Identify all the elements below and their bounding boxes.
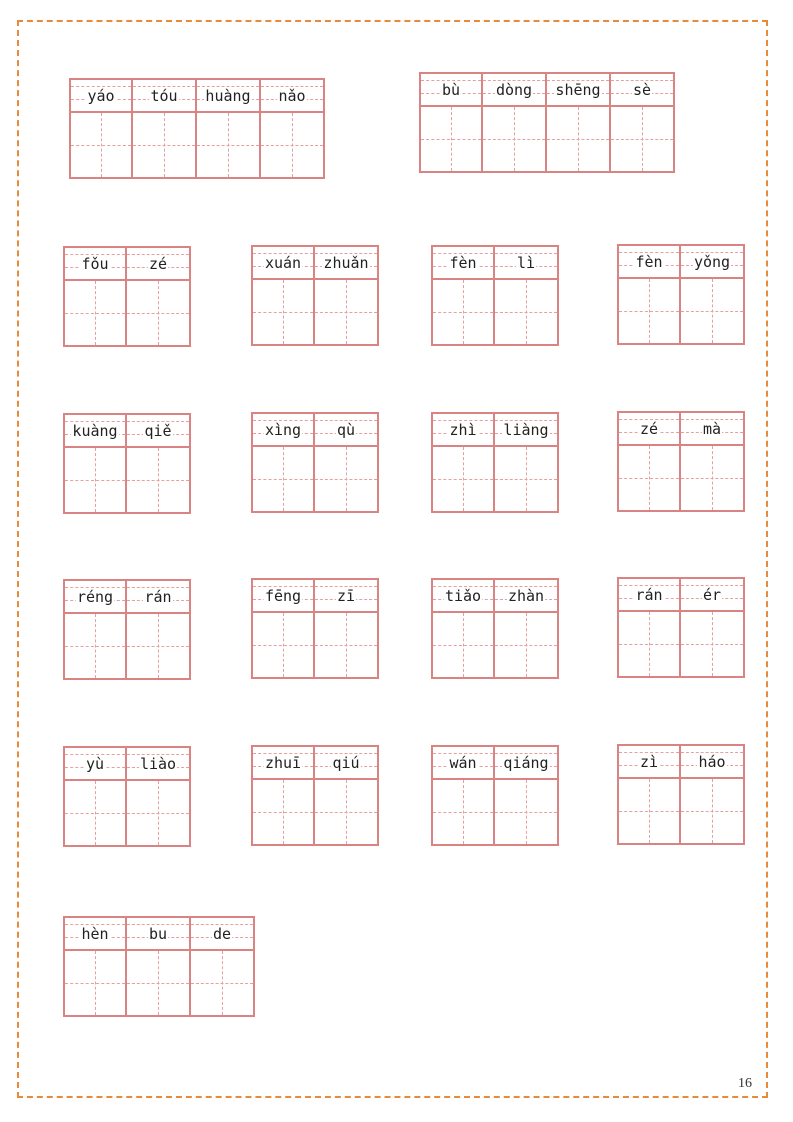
pinyin-word-box xyxy=(251,745,379,846)
tian-grid-writing-box[interactable] xyxy=(197,113,259,177)
character-cell xyxy=(419,72,483,173)
character-cell xyxy=(431,412,495,513)
pinyin-lines xyxy=(315,580,377,613)
tian-grid-writing-box[interactable] xyxy=(315,280,377,344)
tian-grid-writing-box[interactable] xyxy=(547,107,609,171)
character-cell xyxy=(495,578,559,679)
pinyin-syllable: qiě xyxy=(144,421,172,440)
pinyin-syllable: dòng xyxy=(495,80,533,99)
pinyin-word-box xyxy=(251,245,379,346)
tian-grid-writing-box[interactable] xyxy=(127,614,189,678)
pinyin-syllable: zhàn xyxy=(507,586,545,605)
pinyin-syllable: yù xyxy=(85,754,105,773)
tian-grid-writing-box[interactable] xyxy=(433,780,493,844)
character-cell xyxy=(315,245,379,346)
character-cell xyxy=(69,78,133,179)
pinyin-syllable: nǎo xyxy=(278,86,306,105)
character-cell xyxy=(197,78,261,179)
pinyin-syllable: xìng xyxy=(264,420,302,439)
page-number: 16 xyxy=(738,1076,752,1091)
pinyin-lines xyxy=(65,581,125,614)
pinyin-lines xyxy=(619,579,679,612)
character-cell xyxy=(127,246,191,347)
pinyin-lines xyxy=(421,74,481,107)
character-cell xyxy=(431,745,495,846)
pinyin-lines xyxy=(681,579,743,612)
pinyin-syllable: mà xyxy=(702,419,722,438)
pinyin-syllable: zhuǎn xyxy=(323,253,369,272)
tian-grid-writing-box[interactable] xyxy=(261,113,323,177)
pinyin-syllable: rán xyxy=(144,587,172,606)
tian-grid-writing-box[interactable] xyxy=(127,781,189,845)
pinyin-syllable: liàng xyxy=(503,420,549,439)
pinyin-lines xyxy=(619,413,679,446)
pinyin-lines xyxy=(619,246,679,279)
pinyin-syllable: lì xyxy=(516,253,536,272)
pinyin-lines xyxy=(547,74,609,107)
pinyin-lines xyxy=(315,747,377,780)
pinyin-word-box xyxy=(617,244,745,345)
character-cell xyxy=(681,411,745,512)
character-cell xyxy=(617,577,681,678)
character-cell xyxy=(63,916,127,1017)
character-cell xyxy=(261,78,325,179)
tian-grid-writing-box[interactable] xyxy=(681,612,743,676)
character-cell xyxy=(681,577,745,678)
tian-grid-writing-box[interactable] xyxy=(65,448,125,512)
character-cell xyxy=(63,413,127,514)
tian-grid-writing-box[interactable] xyxy=(495,613,557,677)
character-cell xyxy=(681,744,745,845)
pinyin-lines xyxy=(127,581,189,614)
tian-grid-writing-box[interactable] xyxy=(127,951,189,1015)
tian-grid-writing-box[interactable] xyxy=(495,447,557,511)
tian-grid-writing-box[interactable] xyxy=(495,780,557,844)
tian-grid-writing-box[interactable] xyxy=(433,447,493,511)
pinyin-word-box xyxy=(63,246,191,347)
character-cell xyxy=(251,412,315,513)
pinyin-lines xyxy=(681,413,743,446)
pinyin-syllable: de xyxy=(212,924,232,943)
tian-grid-writing-box[interactable] xyxy=(253,280,313,344)
pinyin-syllable: yáo xyxy=(87,86,115,105)
pinyin-syllable: qiáng xyxy=(503,753,549,772)
pinyin-syllable: qiú xyxy=(332,753,360,772)
pinyin-syllable: shēng xyxy=(555,80,601,99)
pinyin-word-box xyxy=(63,746,191,847)
pinyin-word-box xyxy=(63,916,255,1017)
character-cell xyxy=(133,78,197,179)
pinyin-syllable: zì xyxy=(639,752,659,771)
tian-grid-writing-box[interactable] xyxy=(133,113,195,177)
tian-grid-writing-box[interactable] xyxy=(315,613,377,677)
character-cell xyxy=(547,72,611,173)
tian-grid-writing-box[interactable] xyxy=(619,446,679,510)
character-cell xyxy=(617,244,681,345)
pinyin-syllable: fēng xyxy=(264,586,302,605)
pinyin-lines xyxy=(253,247,313,280)
pinyin-lines xyxy=(127,248,189,281)
tian-grid-writing-box[interactable] xyxy=(253,613,313,677)
pinyin-syllable: yǒng xyxy=(693,252,731,271)
character-cell xyxy=(127,916,191,1017)
character-cell xyxy=(127,746,191,847)
tian-grid-writing-box[interactable] xyxy=(65,614,125,678)
pinyin-syllable: rán xyxy=(635,585,663,604)
tian-grid-writing-box[interactable] xyxy=(127,448,189,512)
tian-grid-writing-box[interactable] xyxy=(65,951,125,1015)
pinyin-lines xyxy=(495,414,557,447)
pinyin-word-box xyxy=(69,78,325,179)
character-cell xyxy=(495,412,559,513)
pinyin-syllable: fèn xyxy=(635,252,663,271)
pinyin-lines xyxy=(127,748,189,781)
pinyin-syllable: bù xyxy=(441,80,461,99)
pinyin-word-box xyxy=(431,245,559,346)
pinyin-syllable: zī xyxy=(336,586,356,605)
tian-grid-writing-box[interactable] xyxy=(253,780,313,844)
pinyin-lines xyxy=(433,580,493,613)
tian-grid-writing-box[interactable] xyxy=(191,951,253,1015)
pinyin-lines xyxy=(495,747,557,780)
pinyin-lines xyxy=(681,246,743,279)
tian-grid-writing-box[interactable] xyxy=(681,446,743,510)
pinyin-lines xyxy=(495,580,557,613)
pinyin-syllable: fèn xyxy=(449,253,477,272)
character-cell xyxy=(191,916,255,1017)
tian-grid-writing-box[interactable] xyxy=(253,447,313,511)
pinyin-syllable: háo xyxy=(698,752,726,771)
character-cell xyxy=(611,72,675,173)
pinyin-syllable: fǒu xyxy=(81,254,109,273)
pinyin-lines xyxy=(253,747,313,780)
character-cell xyxy=(251,745,315,846)
tian-grid-writing-box[interactable] xyxy=(681,279,743,343)
pinyin-syllable: xuán xyxy=(264,253,302,272)
pinyin-lines xyxy=(433,747,493,780)
tian-grid-writing-box[interactable] xyxy=(433,280,493,344)
pinyin-lines xyxy=(65,248,125,281)
pinyin-lines xyxy=(483,74,545,107)
character-cell xyxy=(431,578,495,679)
pinyin-syllable: kuàng xyxy=(72,421,118,440)
pinyin-lines xyxy=(133,80,195,113)
pinyin-lines xyxy=(315,414,377,447)
pinyin-lines xyxy=(191,918,253,951)
pinyin-syllable: liào xyxy=(139,754,177,773)
pinyin-word-box xyxy=(63,413,191,514)
pinyin-syllable: ér xyxy=(702,585,722,604)
pinyin-syllable: tiǎo xyxy=(444,586,482,605)
pinyin-lines xyxy=(495,247,557,280)
character-cell xyxy=(617,744,681,845)
character-cell xyxy=(127,413,191,514)
pinyin-syllable: huàng xyxy=(205,86,251,105)
pinyin-syllable: hèn xyxy=(81,924,109,943)
tian-grid-writing-box[interactable] xyxy=(65,781,125,845)
character-cell xyxy=(431,245,495,346)
pinyin-word-box xyxy=(617,744,745,845)
pinyin-word-box xyxy=(251,578,379,679)
tian-grid-writing-box[interactable] xyxy=(681,779,743,843)
pinyin-lines xyxy=(315,247,377,280)
pinyin-syllable: réng xyxy=(76,587,114,606)
pinyin-lines xyxy=(253,414,313,447)
pinyin-syllable: zé xyxy=(639,419,659,438)
pinyin-lines xyxy=(681,746,743,779)
tian-grid-writing-box[interactable] xyxy=(71,113,131,177)
tian-grid-writing-box[interactable] xyxy=(495,280,557,344)
tian-grid-writing-box[interactable] xyxy=(315,780,377,844)
character-cell xyxy=(315,412,379,513)
tian-grid-writing-box[interactable] xyxy=(619,612,679,676)
character-cell xyxy=(617,411,681,512)
pinyin-word-box xyxy=(431,745,559,846)
pinyin-lines xyxy=(65,415,125,448)
pinyin-word-box xyxy=(431,578,559,679)
tian-grid-writing-box[interactable] xyxy=(611,107,673,171)
pinyin-word-box xyxy=(251,412,379,513)
character-cell xyxy=(315,578,379,679)
pinyin-syllable: bu xyxy=(148,924,168,943)
character-cell xyxy=(483,72,547,173)
pinyin-lines xyxy=(71,80,131,113)
tian-grid-writing-box[interactable] xyxy=(65,281,125,345)
character-cell xyxy=(495,745,559,846)
pinyin-lines xyxy=(611,74,673,107)
pinyin-word-box xyxy=(617,411,745,512)
pinyin-syllable: wán xyxy=(449,753,477,772)
pinyin-lines xyxy=(261,80,323,113)
character-cell xyxy=(251,578,315,679)
pinyin-word-box xyxy=(63,579,191,680)
character-cell xyxy=(63,246,127,347)
character-cell xyxy=(63,746,127,847)
tian-grid-writing-box[interactable] xyxy=(315,447,377,511)
pinyin-word-box xyxy=(617,577,745,678)
character-cell xyxy=(63,579,127,680)
tian-grid-writing-box[interactable] xyxy=(619,279,679,343)
pinyin-lines xyxy=(65,918,125,951)
pinyin-syllable: zé xyxy=(148,254,168,273)
pinyin-syllable: sè xyxy=(632,80,652,99)
pinyin-lines xyxy=(433,247,493,280)
pinyin-lines xyxy=(197,80,259,113)
character-cell xyxy=(251,245,315,346)
character-cell xyxy=(315,745,379,846)
pinyin-lines xyxy=(433,414,493,447)
pinyin-syllable: zhuī xyxy=(264,753,302,772)
tian-grid-writing-box[interactable] xyxy=(421,107,481,171)
pinyin-lines xyxy=(619,746,679,779)
tian-grid-writing-box[interactable] xyxy=(433,613,493,677)
tian-grid-writing-box[interactable] xyxy=(619,779,679,843)
pinyin-word-box xyxy=(419,72,675,173)
pinyin-lines xyxy=(65,748,125,781)
pinyin-lines xyxy=(127,918,189,951)
pinyin-lines xyxy=(253,580,313,613)
pinyin-word-box xyxy=(431,412,559,513)
pinyin-lines xyxy=(127,415,189,448)
tian-grid-writing-box[interactable] xyxy=(127,281,189,345)
tian-grid-writing-box[interactable] xyxy=(483,107,545,171)
character-cell xyxy=(495,245,559,346)
pinyin-syllable: zhì xyxy=(449,420,477,439)
character-cell xyxy=(681,244,745,345)
character-cell xyxy=(127,579,191,680)
pinyin-syllable: qù xyxy=(336,420,356,439)
pinyin-syllable: tóu xyxy=(150,86,178,105)
